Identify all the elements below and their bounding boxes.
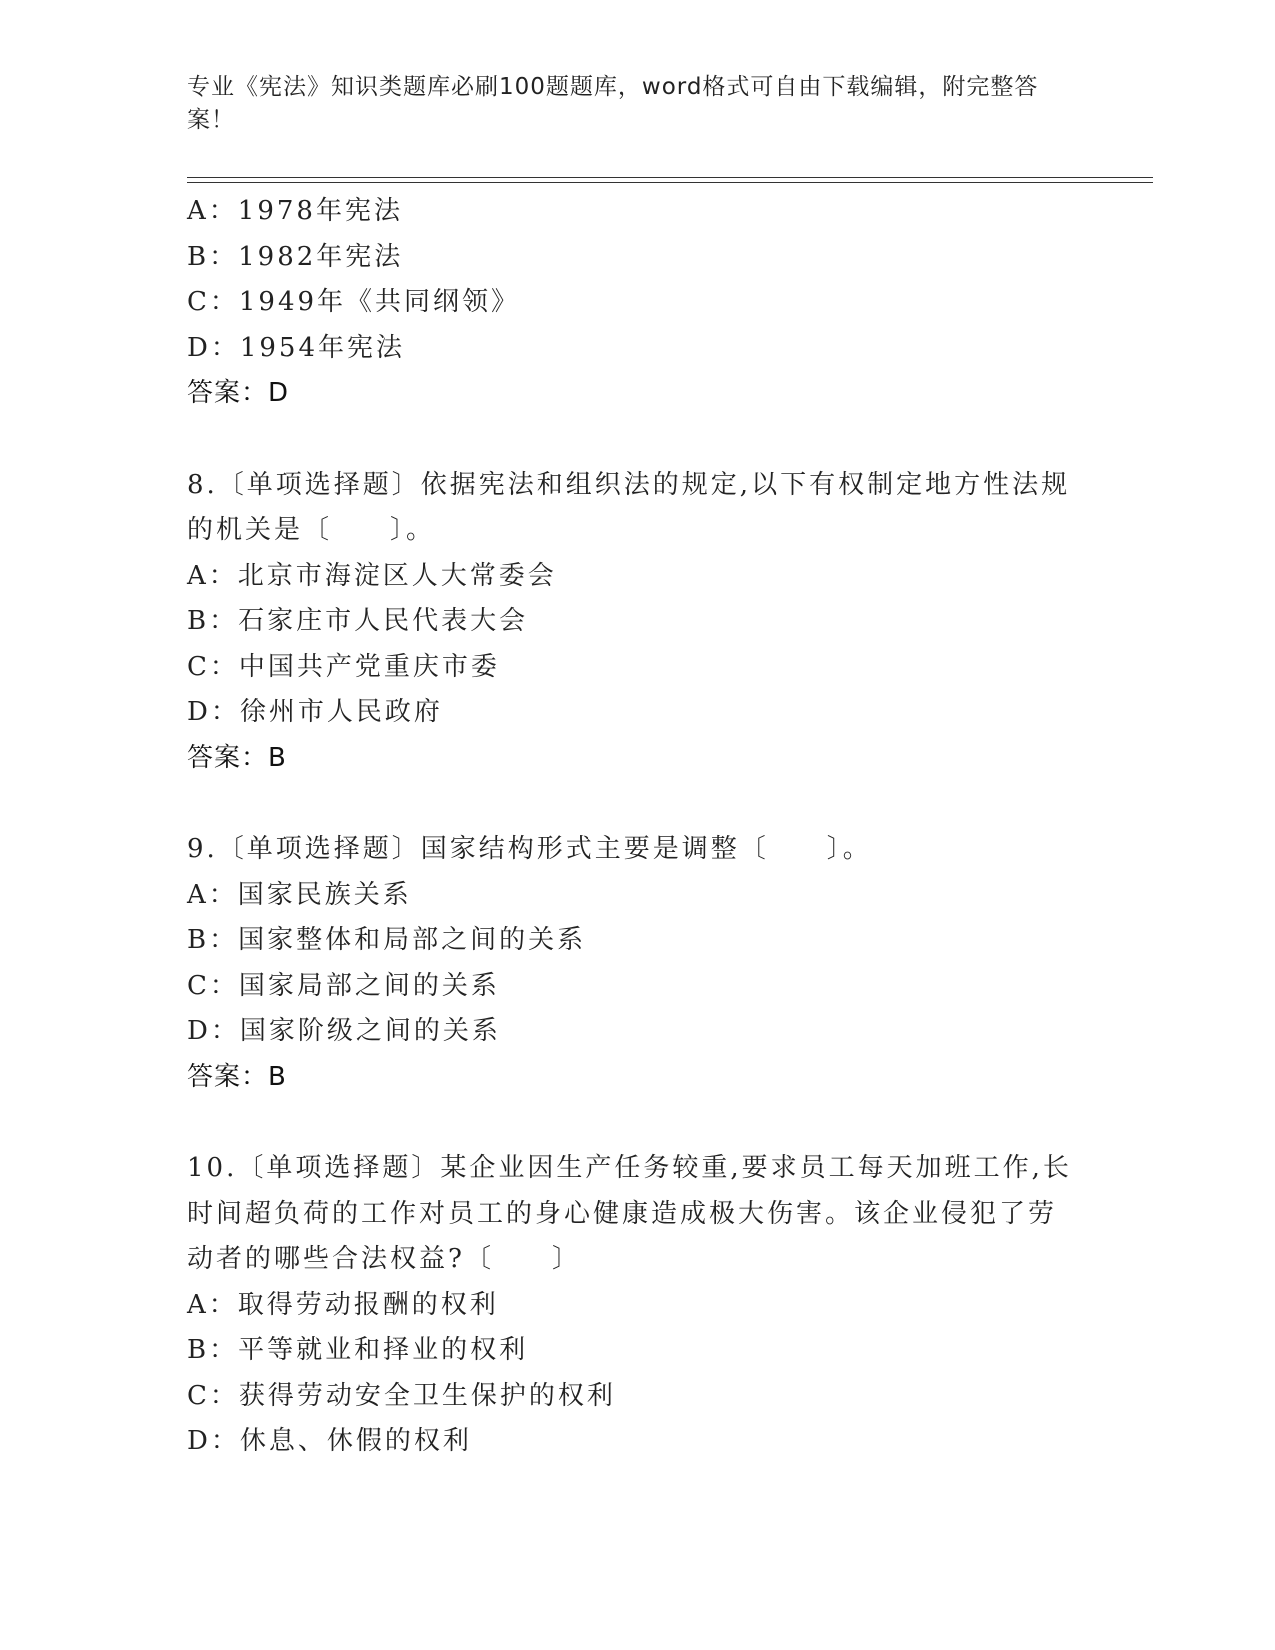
question-block [187, 827, 1087, 1100]
header-rule-top [187, 177, 1153, 178]
question-text: 8.〔单项选择题〕依据宪法和组织法的规定,以下有权制定地方性法规 [187, 469, 1071, 500]
option-c: C：1949年《共同纲领》 [187, 287, 521, 317]
question-block [187, 463, 1087, 782]
block-gap [187, 417, 1087, 463]
answer-text: 答案：D [187, 378, 290, 408]
option-c: C：获得劳动安全卫生保护的权利 [187, 1380, 616, 1411]
option-a: A：取得劳动报酬的权利 [187, 1289, 499, 1320]
question-text: 动者的哪些合法权益?〔 〕 [187, 1244, 581, 1274]
block-gap [187, 781, 1087, 827]
block-gap [187, 1100, 1087, 1146]
option-c: C：中国共产党重庆市委 [187, 651, 500, 682]
question-block [187, 189, 1087, 417]
option-d: D：1954年宪法 [187, 332, 406, 363]
option-a: A：北京市海淀区人大常委会 [187, 560, 557, 591]
header-rule-bottom [187, 182, 1153, 183]
option-a: A：国家民族关系 [187, 879, 412, 910]
question-text: 9.〔单项选择题〕国家结构形式主要是调整〔 〕。 [187, 834, 872, 864]
option-d: D：国家阶级之间的关系 [187, 1016, 501, 1046]
question-text: 时间超负荷的工作对员工的身心健康造成极大伤害。该企业侵犯了劳 [187, 1198, 1058, 1229]
question-list [187, 189, 1087, 1465]
option-b: B：平等就业和择业的权利 [187, 1335, 529, 1365]
option-b: B：1982年宪法 [187, 241, 404, 272]
option-a: A：1978年宪法 [187, 196, 403, 226]
option-b: B：石家庄市人民代表大会 [187, 606, 529, 636]
option-d: D：休息、休假的权利 [187, 1426, 472, 1456]
option-c: C：国家局部之间的关系 [187, 970, 500, 1001]
answer-text: 答案：B [187, 742, 287, 773]
question-text: 的机关是〔 〕。 [187, 515, 436, 545]
option-b: B：国家整体和局部之间的关系 [187, 925, 587, 955]
option-d: D：徐州市人民政府 [187, 697, 443, 727]
question-block [187, 1146, 1087, 1465]
question-text: 10.〔单项选择题〕某企业因生产任务较重,要求员工每天加班工作,长 [187, 1153, 1072, 1183]
answer-text: 答案：B [187, 1061, 287, 1092]
document-header-title: 专业《宪法》知识类题库必刷100题题库，word格式可自由下载编辑，附完整答案！ [187, 74, 1039, 133]
